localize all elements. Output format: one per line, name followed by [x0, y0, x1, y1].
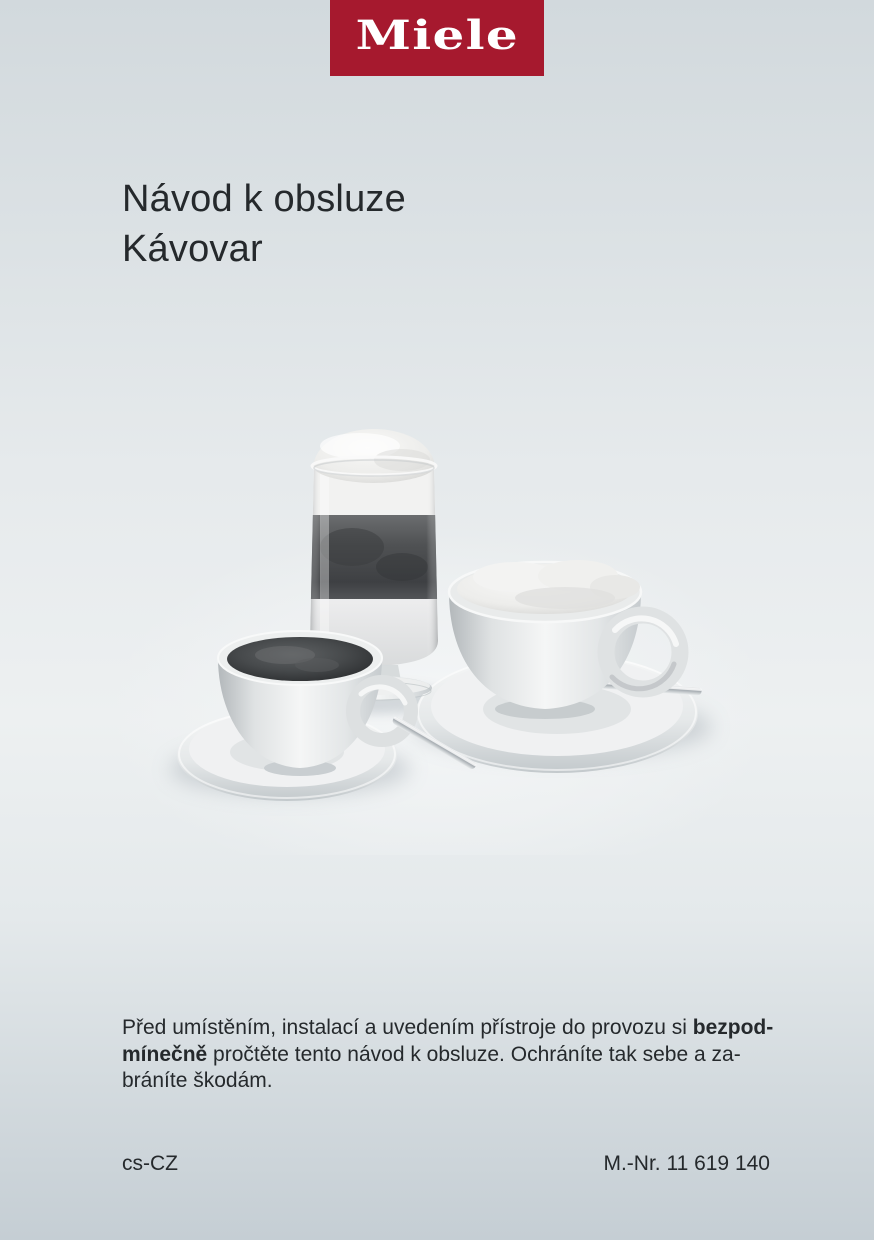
miele-wordmark: Miele: [355, 12, 519, 59]
title-line-2: Kávovar: [122, 228, 263, 270]
page-footer: [122, 1151, 770, 1177]
notice-line-3: bráníte škodám.: [122, 1069, 273, 1092]
language-code: cs-CZ: [122, 1152, 178, 1175]
espresso-coffee: [227, 637, 373, 681]
notice-line-1: Před umístěním, instalací a uvedením přístroje do provozu si bezpod-: [122, 1016, 774, 1039]
coffee-cups-photo: [110, 415, 750, 855]
page-title: [122, 174, 406, 274]
miele-logo: [330, 0, 544, 76]
safety-notice: [122, 1015, 782, 1095]
notice-line-2: mínečně pročtěte tento návod k obsluze. Ochráníte tak sebe a za-: [122, 1042, 741, 1066]
title-line-1: Návod k obsluze: [122, 178, 406, 220]
material-number: M.-Nr. 11 619 140: [603, 1152, 770, 1175]
